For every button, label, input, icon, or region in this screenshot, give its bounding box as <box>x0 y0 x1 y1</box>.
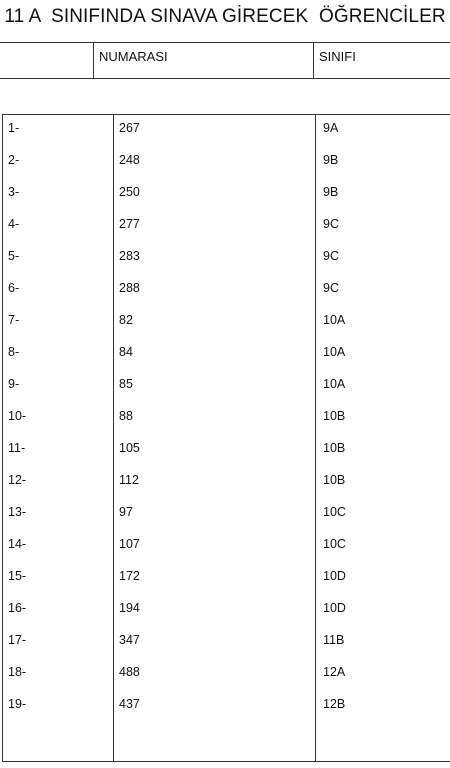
row-number-cell: 3- <box>8 185 20 199</box>
student-number-cell: 267 <box>119 121 140 135</box>
class-cell: 10B <box>323 441 346 455</box>
class-cell: 10A <box>323 345 346 359</box>
row-number-cell: 2- <box>8 153 20 167</box>
table-row <box>3 121 450 153</box>
table-row <box>3 153 450 185</box>
table-row <box>3 569 450 601</box>
row-number-cell: 15- <box>8 569 27 583</box>
table-row <box>3 185 450 217</box>
row-number-cell: 18- <box>8 665 27 679</box>
table-row <box>3 505 450 537</box>
header-divider <box>313 43 314 78</box>
class-cell: 10A <box>323 377 346 391</box>
student-number-cell: 347 <box>119 633 140 647</box>
student-table <box>2 114 450 762</box>
class-cell: 12B <box>323 697 346 711</box>
student-number-cell: 107 <box>119 537 140 551</box>
row-number-cell: 10- <box>8 409 27 423</box>
table-row <box>3 441 450 473</box>
table-row <box>3 601 450 633</box>
student-number-cell: 437 <box>119 697 140 711</box>
student-number-cell: 105 <box>119 441 140 455</box>
row-number-cell: 4- <box>8 217 20 231</box>
student-number-cell: 194 <box>119 601 140 615</box>
student-number-cell: 172 <box>119 569 140 583</box>
class-cell: 10B <box>323 473 346 487</box>
row-number-cell: 5- <box>8 249 20 263</box>
table-row <box>3 249 450 281</box>
class-cell: 9B <box>323 185 339 199</box>
row-number-cell: 7- <box>8 313 20 327</box>
class-cell: 10C <box>323 537 346 551</box>
table-row <box>3 377 450 409</box>
class-cell: 10A <box>323 313 346 327</box>
table-row <box>3 665 450 697</box>
student-number-cell: 112 <box>119 473 139 487</box>
student-number-cell: 248 <box>119 153 140 167</box>
student-number-cell: 283 <box>119 249 140 263</box>
column-header-class: SINIFI <box>319 49 356 64</box>
class-cell: 9C <box>323 249 339 263</box>
student-number-cell: 488 <box>119 665 140 679</box>
student-number-cell: 277 <box>119 217 140 231</box>
class-cell: 9B <box>323 153 339 167</box>
class-cell: 12A <box>323 665 346 679</box>
class-cell: 10C <box>323 505 346 519</box>
class-cell: 9A <box>323 121 339 135</box>
class-cell: 10D <box>323 601 346 615</box>
student-number-cell: 85 <box>119 377 133 391</box>
row-number-cell: 6- <box>8 281 20 295</box>
table-row <box>3 217 450 249</box>
table-row <box>3 281 450 313</box>
row-number-cell: 1- <box>8 121 20 135</box>
row-number-cell: 13- <box>8 505 27 519</box>
page-title: 11 A SINIFINDA SINAVA GİRECEK ÖĞRENCİLER <box>4 6 446 27</box>
student-number-cell: 82 <box>119 313 133 327</box>
student-number-cell: 88 <box>119 409 133 423</box>
student-number-cell: 288 <box>119 281 140 295</box>
row-number-cell: 8- <box>8 345 20 359</box>
column-header-number: NUMARASI <box>99 49 168 64</box>
class-cell: 10D <box>323 569 346 583</box>
row-number-cell: 19- <box>8 697 27 711</box>
table-row <box>3 345 450 377</box>
row-number-cell: 14- <box>8 537 27 551</box>
class-cell: 9C <box>323 217 339 231</box>
student-number-cell: 97 <box>119 505 133 519</box>
table-row <box>3 409 450 441</box>
class-cell: 11B <box>323 633 345 647</box>
class-cell: 9C <box>323 281 339 295</box>
row-number-cell: 12- <box>8 473 27 487</box>
table-row <box>3 473 450 505</box>
student-number-cell: 84 <box>119 345 133 359</box>
student-number-cell: 250 <box>119 185 140 199</box>
row-number-cell: 16- <box>8 601 27 615</box>
row-number-cell: 11- <box>8 441 26 455</box>
row-number-cell: 17- <box>8 633 27 647</box>
table-row <box>3 313 450 345</box>
table-row <box>3 697 450 729</box>
header-table <box>0 42 450 79</box>
row-number-cell: 9- <box>8 377 20 391</box>
table-row <box>3 537 450 569</box>
header-divider <box>93 43 94 78</box>
table-row <box>3 633 450 665</box>
class-cell: 10B <box>323 409 346 423</box>
